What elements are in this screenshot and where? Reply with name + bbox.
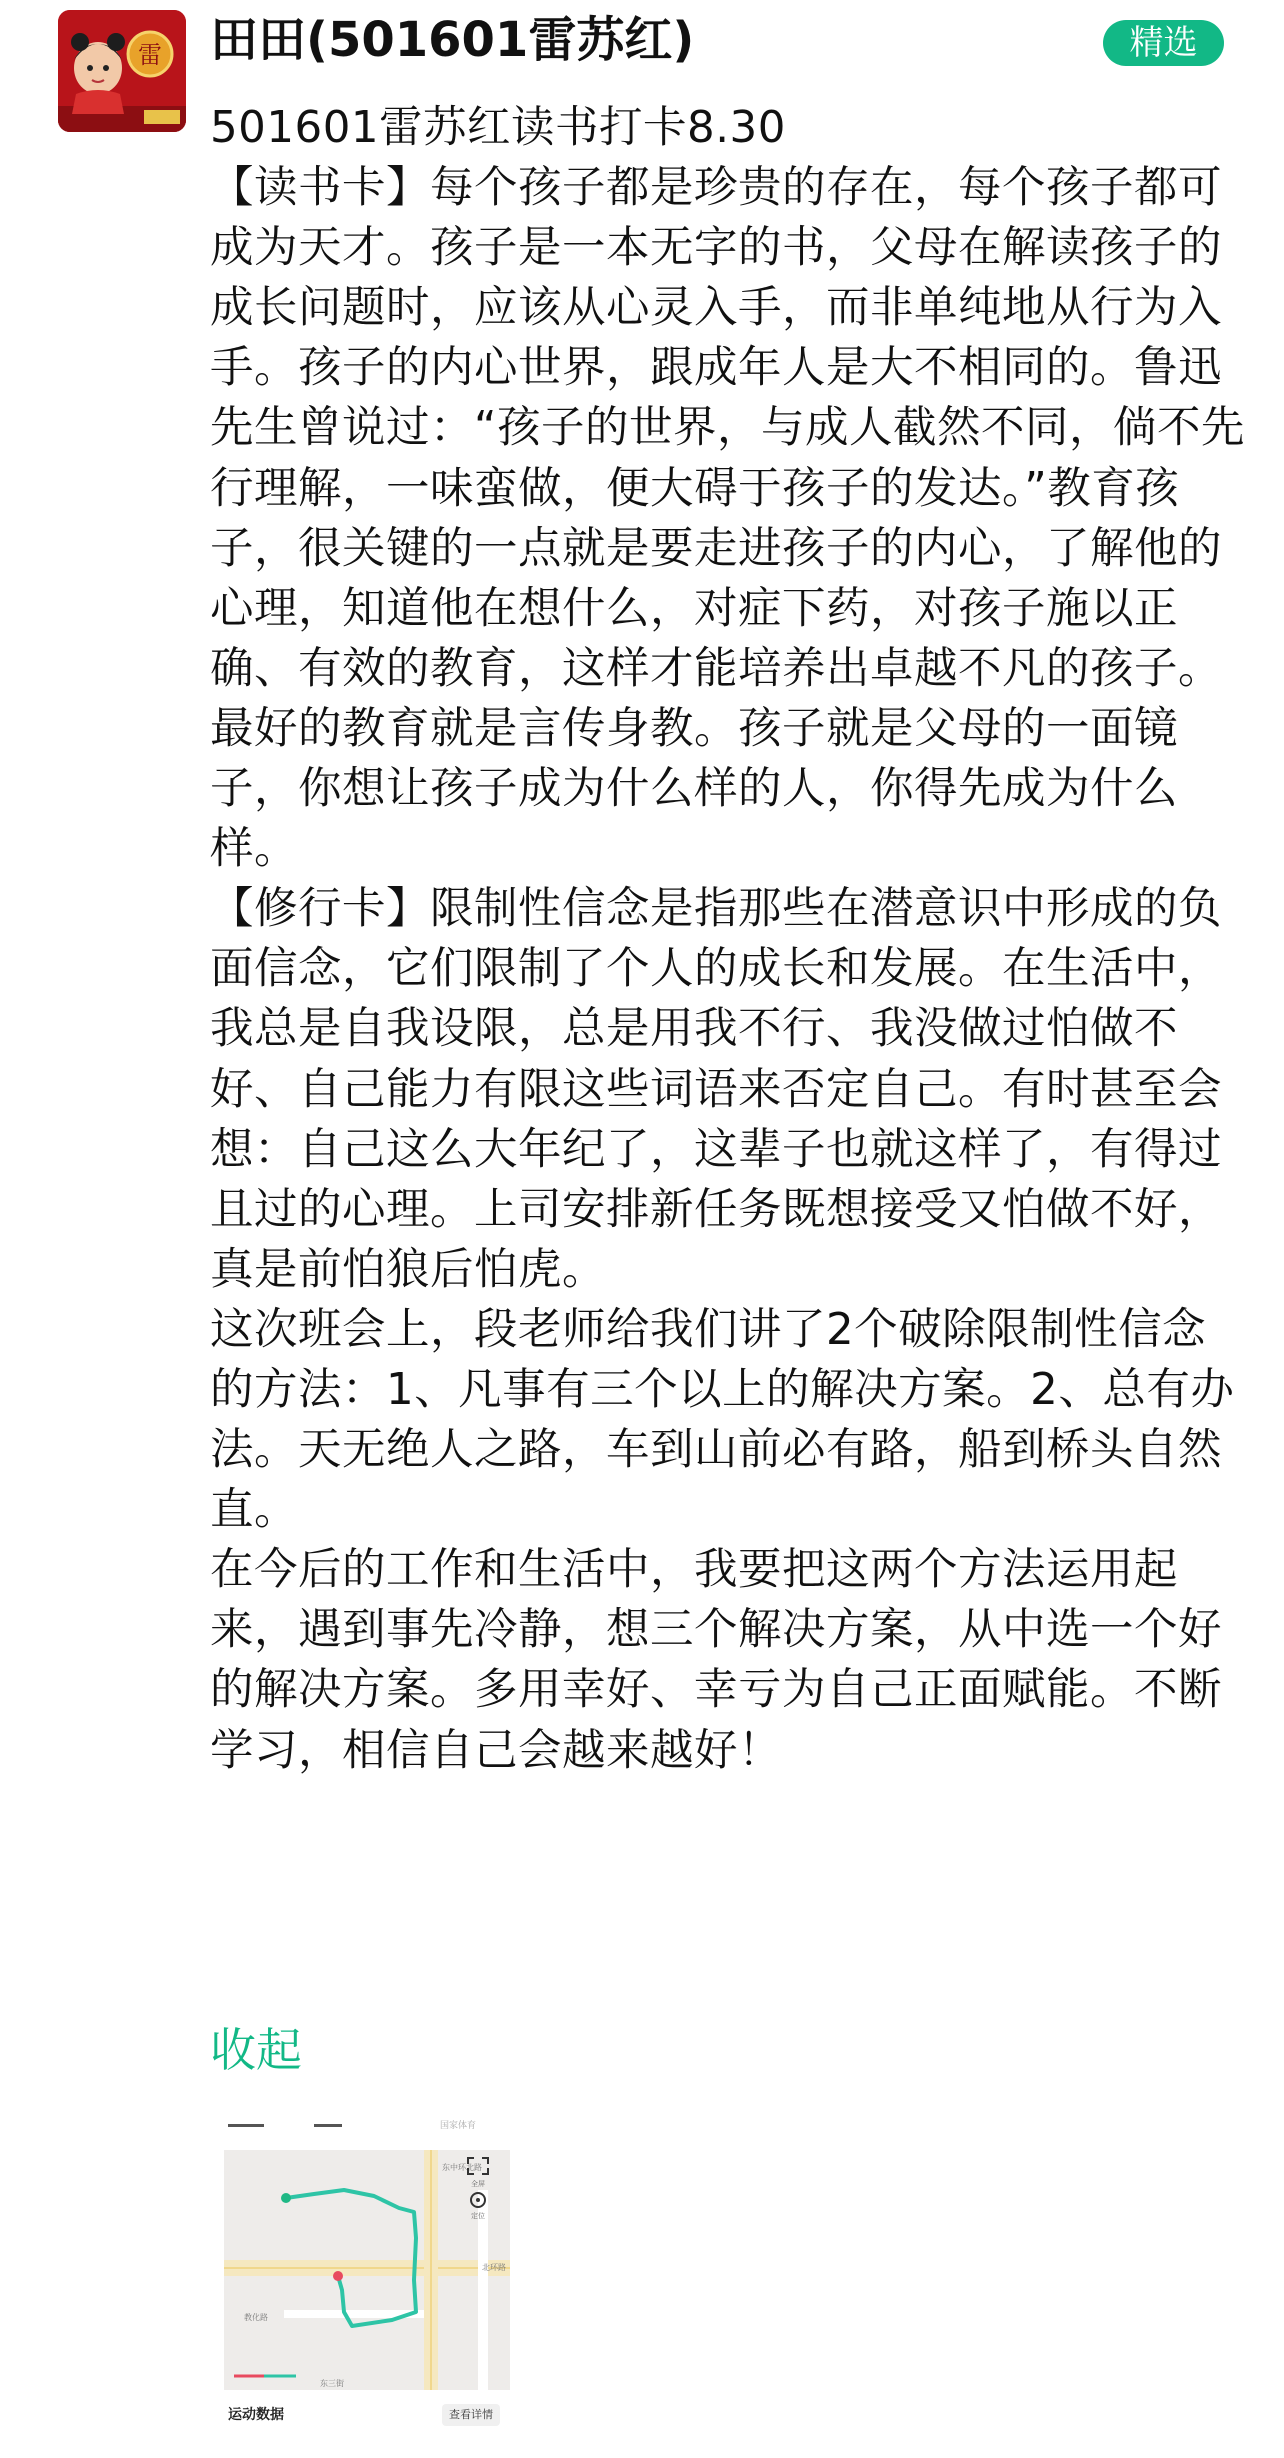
map-footer xyxy=(224,2390,510,2450)
view-details-button[interactable]: 查看详情 xyxy=(442,2404,500,2426)
map-top-text: 国家体育 xyxy=(440,2121,477,2131)
map-top-strip xyxy=(224,2118,510,2150)
route-map xyxy=(224,2150,510,2390)
sport-map-card[interactable] xyxy=(224,2118,510,2450)
avatar[interactable] xyxy=(58,10,186,132)
road-label: 教化路 xyxy=(244,2313,268,2322)
road-label: 东中环北路 xyxy=(442,2163,482,2172)
road-label: 北环路 xyxy=(482,2263,506,2272)
end-point xyxy=(281,2193,291,2203)
post-paragraph: 最好的教育就是言传身教。孩子就是父母的一面镜子，你想让孩子成为什么样的人，你得先成为什么样。 xyxy=(210,703,1178,875)
post-content xyxy=(210,98,1250,1781)
post-paragraph: 【修行卡】限制性信念是指那些在潜意识中形成的负面信念，它们限制了个人的成长和发展。在生活中，我总是自我设限，总是用我不行、我没做过怕做不好、自己能力有限这些词语来否定自己。有时甚至会想：自己这么大年纪了，这辈子也就这样了，有得过且过的心理。上司安排新任务既想接受又怕做不好，真是前怕狼后怕虎。 xyxy=(210,884,1222,1295)
avatar-glyph: 雷 xyxy=(138,41,162,69)
post-paragraph: 【读书卡】每个孩子都是珍贵的存在，每个孩子都可成为天才。孩子是一本无字的书，父母在解读孩子的成长问题时，应该从心灵入手，而非单纯地从行为入手。孩子的内心世界，跟成年人是大不相同的。鲁迅先生曾说过：“孩子的世界，与成人截然不同，倘不先行理解，一味蛮做，便大碍于孩子的发达。”教育孩子，很关键的一点就是要走进孩子的内心，了解他的心理，知道他在想什么，对症下药，对孩子施以正确、有效的教育，这样才能培养出卓越不凡的孩子。 xyxy=(210,163,1246,694)
featured-badge: 精选 xyxy=(1103,20,1224,66)
post-paragraph: 这次班会上，段老师给我们讲了2个破除限制性信念的方法：1、凡事有三个以上的解决方案。2、总有办法。天无绝人之路，车到山前必有路，船到桥头自然直。 xyxy=(210,1304,1235,1536)
cartoon-avatar-icon xyxy=(58,10,186,132)
post-title: 501601雷苏红读书打卡8.30 xyxy=(210,103,786,153)
user-name[interactable]: 田田(501601雷苏红) xyxy=(210,12,695,68)
post-paragraph: 在今后的工作和生活中，我要把这两个方法运用起来，遇到事先冷静，想三个解决方案，从中选一个好的解决方案。多用幸好、幸亏为自己正面赋能。不断学习，相信自己会越来越好！ xyxy=(210,1545,1222,1776)
start-point xyxy=(333,2271,343,2281)
sport-data-label: 运动数据 xyxy=(228,2407,284,2423)
fullscreen-label: 全屏 xyxy=(471,2180,485,2188)
road-label: 东三街 xyxy=(320,2379,344,2388)
collapse-link[interactable]: 收起 xyxy=(210,2023,302,2077)
locate-label: 定位 xyxy=(471,2212,485,2220)
